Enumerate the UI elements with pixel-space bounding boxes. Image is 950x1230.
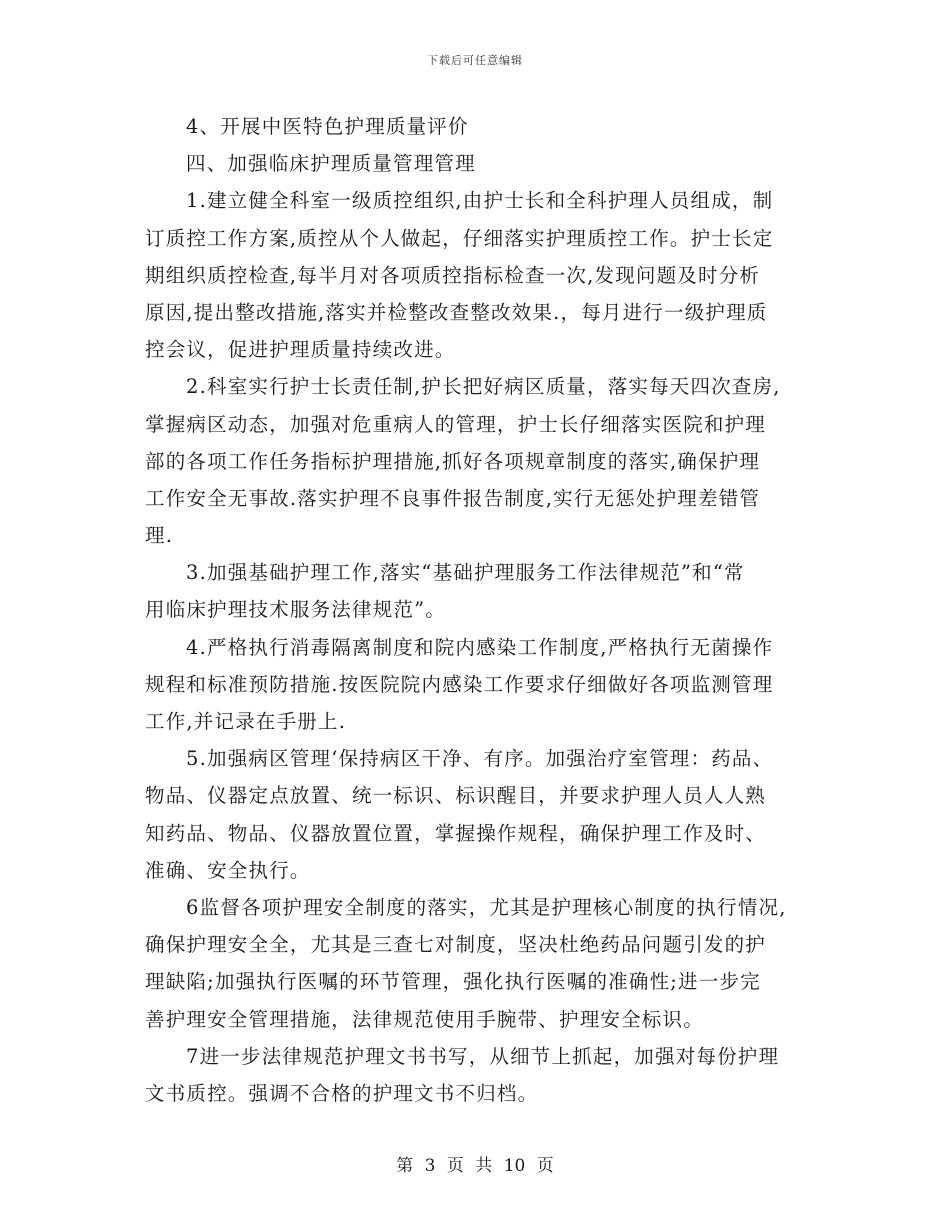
body-line: 工作,并记录在手册上. — [145, 710, 347, 733]
body-line: 用临床护理技术服务法律规范”。 — [145, 598, 446, 622]
body-line: 3.加强基础护理工作,落实“基础护理服务工作法律规范”和“常 — [186, 561, 745, 585]
body-line: 四、加强临床护理质量管理管理 — [186, 152, 476, 176]
body-line: 控会议，促进护理质量持续改进。 — [145, 338, 456, 362]
body-line: 文书质控。强调不合格的护理文书不归档。 — [145, 1081, 539, 1105]
page-footer: 第 3 页 共 10 页 — [396, 1156, 554, 1176]
body-line: 订质控工作方案,质控从个人做起，仔细落实护理质控工作。护士长定 — [145, 226, 774, 250]
body-line: 部的各项工作任务指标护理措施,抓好各项规章制度的落实,确保护理 — [145, 449, 761, 473]
body-line: 7进一步法律规范护理文书书写，从细节上抓起，加强对每份护理 — [186, 1044, 780, 1068]
body-line: 工作安全无事故.落实护理不良事件报告制度,实行无惩处护理差错管 — [145, 486, 761, 510]
body-line: 1.建立健全科室一级质控组织,由护士长和全科护理人员组成，制 — [186, 189, 774, 213]
body-line: 物品、仪器定点放置、统一标识、标识醒目，并要求护理人员人人熟 — [145, 784, 767, 808]
body-line: 掌握病区动态，加强对危重病人的管理，护士长仔细落实医院和护理 — [145, 412, 767, 436]
document-body — [145, 108, 815, 1112]
body-line: 善护理安全管理措施，法律规范使用手腕带、护理安全标识。 — [145, 1007, 704, 1031]
body-line: 5.加强病区管理‘保持病区干净、有序。加强治疗室管理：药品、 — [186, 747, 774, 771]
body-line: 6监督各项护理安全制度的落实，尤其是护理核心制度的执行情况, — [186, 895, 787, 919]
body-line: 理. — [145, 524, 174, 548]
body-line: 2.科室实行护士长责任制,护长把好病区质量，落实每天四次查房, — [186, 375, 781, 399]
body-line: 知药品、物品、仪器放置位置，掌握操作规程，确保护理工作及时、 — [145, 821, 767, 845]
body-line: 规程和标准预防措施.按医院院内感染工作要求仔细做好各项监测管理 — [145, 672, 774, 696]
body-line: 理缺陷;加强执行医嘱的环节管理，强化执行医嘱的准确性;进一步完 — [145, 970, 761, 994]
body-line: 确保护理安全全，尤其是三查七对制度，坚决杜绝药品问题引发的护 — [145, 933, 767, 957]
body-line: 4.严格执行消毒隔离制度和院内感染工作制度,严格执行无菌操作 — [186, 635, 774, 659]
body-line: 准确、安全执行。 — [145, 858, 311, 882]
page-header: 下载后可任意编辑 — [427, 54, 523, 67]
body-line: 原因,提出整改措施,落实并检整改查整改效果.，每月进行一级护理质 — [145, 300, 768, 324]
body-line: 4、开展中医特色护理质量评价 — [186, 115, 469, 138]
body-line: 期组织质控检查,每半月对各项质控指标检查一次,发现问题及时分析 — [145, 263, 761, 287]
